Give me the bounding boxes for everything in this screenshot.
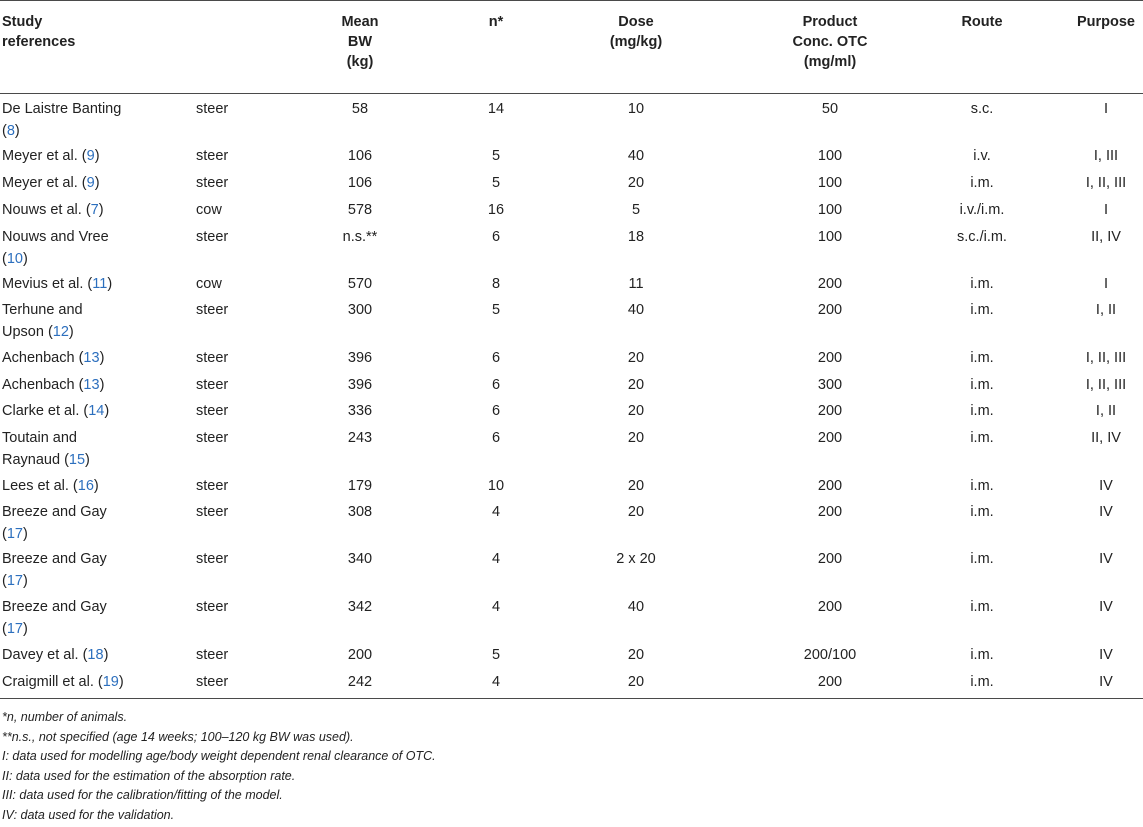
header-purpose: Purpose [1076,14,1135,30]
cell-n: 5 [491,175,501,191]
cell-conc: 200 [817,302,843,318]
cell-purpose: I [1103,276,1109,292]
reference-link[interactable]: 15 [68,452,86,468]
reference-link[interactable]: 16 [77,478,94,494]
reference-link[interactable]: 13 [83,377,100,393]
cell-bw: 578 [347,202,373,218]
cell-route: i.m. [970,350,994,366]
header-dose: Dose (mg/kg) [609,14,663,50]
cell-route: i.m. [970,599,994,615]
cell-conc: 200/100 [803,647,857,663]
cell-n: 6 [491,377,501,393]
cell-animal: cow [196,276,222,292]
cell-n: 6 [491,403,501,419]
cell-purpose: I [1103,101,1109,117]
cell-conc: 300 [817,377,843,393]
cell-dose: 20 [627,403,645,419]
cell-study: Breeze and Gay (17) [2,551,107,589]
cell-animal: steer [196,377,229,393]
cell-dose: 20 [627,377,645,393]
cell-study: Craigmill et al. (19) [2,674,124,690]
cell-animal: steer [196,175,229,191]
cell-n: 6 [491,229,501,245]
cell-bw: 570 [347,276,373,292]
cell-route: i.m. [970,377,994,393]
cell-study: Mevius et al. (11) [2,276,113,292]
cell-bw: n.s.** [342,229,378,245]
footnote: **n.s., not specified (age 14 weeks; 100–120 kg BW was used). [2,729,354,744]
cell-dose: 20 [627,674,645,690]
cell-n: 5 [491,302,501,318]
cell-route: i.m. [970,647,994,663]
cell-n: 4 [491,551,501,567]
cell-conc: 100 [817,175,843,191]
cell-animal: steer [196,674,229,690]
cell-conc: 200 [817,430,843,446]
cell-conc: 200 [817,599,843,615]
cell-dose: 20 [627,350,645,366]
cell-route: i.m. [970,403,994,419]
cell-conc: 200 [817,504,843,520]
cell-dose: 11 [628,276,644,292]
reference-link[interactable]: 17 [6,573,23,589]
cell-route: s.c. [970,101,994,117]
cell-dose: 20 [627,647,645,663]
cell-conc: 200 [817,478,843,494]
cell-animal: steer [196,478,229,494]
cell-purpose: IV [1099,504,1113,520]
reference-link[interactable]: 9 [86,175,95,191]
cell-n: 8 [491,276,501,292]
cell-route: i.v./i.m. [959,202,1005,218]
cell-animal: steer [196,430,229,446]
cell-bw: 106 [347,148,373,164]
cell-bw: 106 [347,175,373,191]
footnote: III: data used for the calibration/fitting of the model. [2,788,283,802]
footnote: I: data used for modelling age/body weight dependent renal clearance of OTC. [2,749,436,763]
cell-dose: 18 [627,229,645,245]
cell-dose: 40 [627,148,645,164]
reference-link[interactable]: 18 [87,647,104,663]
cell-route: i.m. [970,175,994,191]
reference-link[interactable]: 19 [102,674,119,690]
cell-n: 5 [491,647,501,663]
cell-conc: 50 [821,101,839,117]
cell-purpose: II, IV [1091,229,1121,245]
cell-study: Lees et al. (16) [2,478,99,494]
reference-link[interactable]: 17 [6,526,23,542]
cell-study: Nouws and Vree (10) [2,229,109,267]
cell-purpose: IV [1099,478,1113,494]
cell-bw: 58 [351,101,369,117]
cell-route: i.v. [973,148,991,164]
footnotes [2,708,436,825]
cell-route: i.m. [970,430,994,446]
cell-conc: 100 [817,229,843,245]
cell-animal: steer [196,504,229,520]
cell-dose: 40 [627,599,645,615]
cell-purpose: I, II [1095,302,1117,318]
cell-study: Toutain and Raynaud (15) [2,430,90,468]
cell-dose: 2 x 20 [616,551,656,567]
cell-dose: 10 [627,101,645,117]
reference-link[interactable]: 14 [88,403,105,419]
cell-animal: steer [196,101,229,117]
footnote: IV: data used for the validation. [2,807,175,822]
cell-bw: 243 [347,430,373,446]
cell-n: 16 [487,202,505,218]
footnote: *n, number of animals. [2,710,128,724]
cell-study: Achenbach (13) [2,377,105,393]
cell-bw: 179 [347,478,373,494]
cell-animal: steer [196,551,229,567]
cell-study: De Laistre Banting (8) [2,101,122,139]
cell-study: Breeze and Gay (17) [2,504,107,542]
cell-bw: 308 [347,504,373,520]
table-bottom-rule [0,698,1143,699]
cell-route: i.m. [970,478,994,494]
header-route: Route [961,14,1003,30]
cell-conc: 200 [817,551,843,567]
cell-purpose: I, II, III [1085,350,1127,366]
cell-study: Terhune and Upson (12) [2,302,83,340]
cell-animal: cow [196,202,222,218]
header-rule [0,93,1143,94]
cell-n: 4 [491,504,501,520]
cell-animal: steer [196,350,229,366]
cell-study: Achenbach (13) [2,350,105,366]
cell-route: i.m. [970,674,994,690]
cell-bw: 340 [347,551,373,567]
cell-study: Clarke et al. (14) [2,403,110,419]
cell-n: 5 [491,148,501,164]
cell-route: i.m. [970,276,994,292]
reference-link[interactable]: 10 [6,251,23,267]
cell-purpose: I [1103,202,1109,218]
cell-bw: 242 [347,674,373,690]
header-conc: Product Conc. OTC (mg/ml) [792,14,868,70]
reference-link[interactable]: 12 [52,324,69,340]
cell-n: 14 [487,101,505,117]
cell-route: i.m. [970,302,994,318]
cell-conc: 200 [817,276,843,292]
cell-conc: 200 [817,350,843,366]
cell-dose: 40 [627,302,645,318]
reference-link[interactable]: 7 [90,202,99,218]
cell-conc: 200 [817,674,843,690]
cell-purpose: I, II, III [1085,377,1127,393]
reference-link[interactable]: 8 [6,123,15,139]
cell-animal: steer [196,599,229,615]
cell-n: 10 [487,478,505,494]
cell-study: Davey et al. (18) [2,647,109,663]
cell-dose: 5 [631,202,641,218]
cell-purpose: IV [1099,674,1113,690]
reference-link[interactable]: 13 [83,350,100,366]
cell-animal: steer [196,403,229,419]
cell-conc: 100 [817,202,843,218]
cell-conc: 100 [817,148,843,164]
cell-n: 6 [491,430,501,446]
cell-purpose: I, II, III [1085,175,1127,191]
header-study: Study references [2,14,76,50]
cell-bw: 396 [347,350,373,366]
cell-purpose: II, IV [1091,430,1121,446]
cell-study: Meyer et al. (9) [2,175,100,191]
cell-n: 6 [491,350,501,366]
cell-animal: steer [196,229,229,245]
cell-study: Breeze and Gay (17) [2,599,107,637]
cell-dose: 20 [627,430,645,446]
cell-purpose: I, II [1095,403,1117,419]
cell-purpose: I, III [1093,148,1119,164]
cell-animal: steer [196,647,229,663]
cell-route: i.m. [970,504,994,520]
cell-purpose: IV [1099,599,1113,615]
cell-bw: 200 [347,647,373,663]
table-top-rule [0,0,1143,1]
footnote: II: data used for the estimation of the absorption rate. [2,768,296,783]
cell-dose: 20 [627,478,645,494]
cell-conc: 200 [817,403,843,419]
header-n: n* [488,14,504,30]
cell-route: s.c./i.m. [957,229,1007,245]
cell-route: i.m. [970,551,994,567]
cell-bw: 336 [347,403,373,419]
cell-study: Nouws et al. (7) [2,202,104,218]
reference-link[interactable]: 11 [92,276,108,292]
cell-bw: 396 [347,377,373,393]
cell-n: 4 [491,674,501,690]
cell-animal: steer [196,302,229,318]
header-bw: Mean BW (kg) [341,14,379,70]
cell-dose: 20 [627,504,645,520]
cell-animal: steer [196,148,229,164]
cell-bw: 300 [347,302,373,318]
cell-dose: 20 [627,175,645,191]
cell-n: 4 [491,599,501,615]
cell-study: Meyer et al. (9) [2,148,100,164]
cell-purpose: IV [1099,551,1113,567]
cell-purpose: IV [1099,647,1113,663]
reference-link[interactable]: 17 [6,621,23,637]
reference-link[interactable]: 9 [86,148,95,164]
cell-bw: 342 [347,599,373,615]
